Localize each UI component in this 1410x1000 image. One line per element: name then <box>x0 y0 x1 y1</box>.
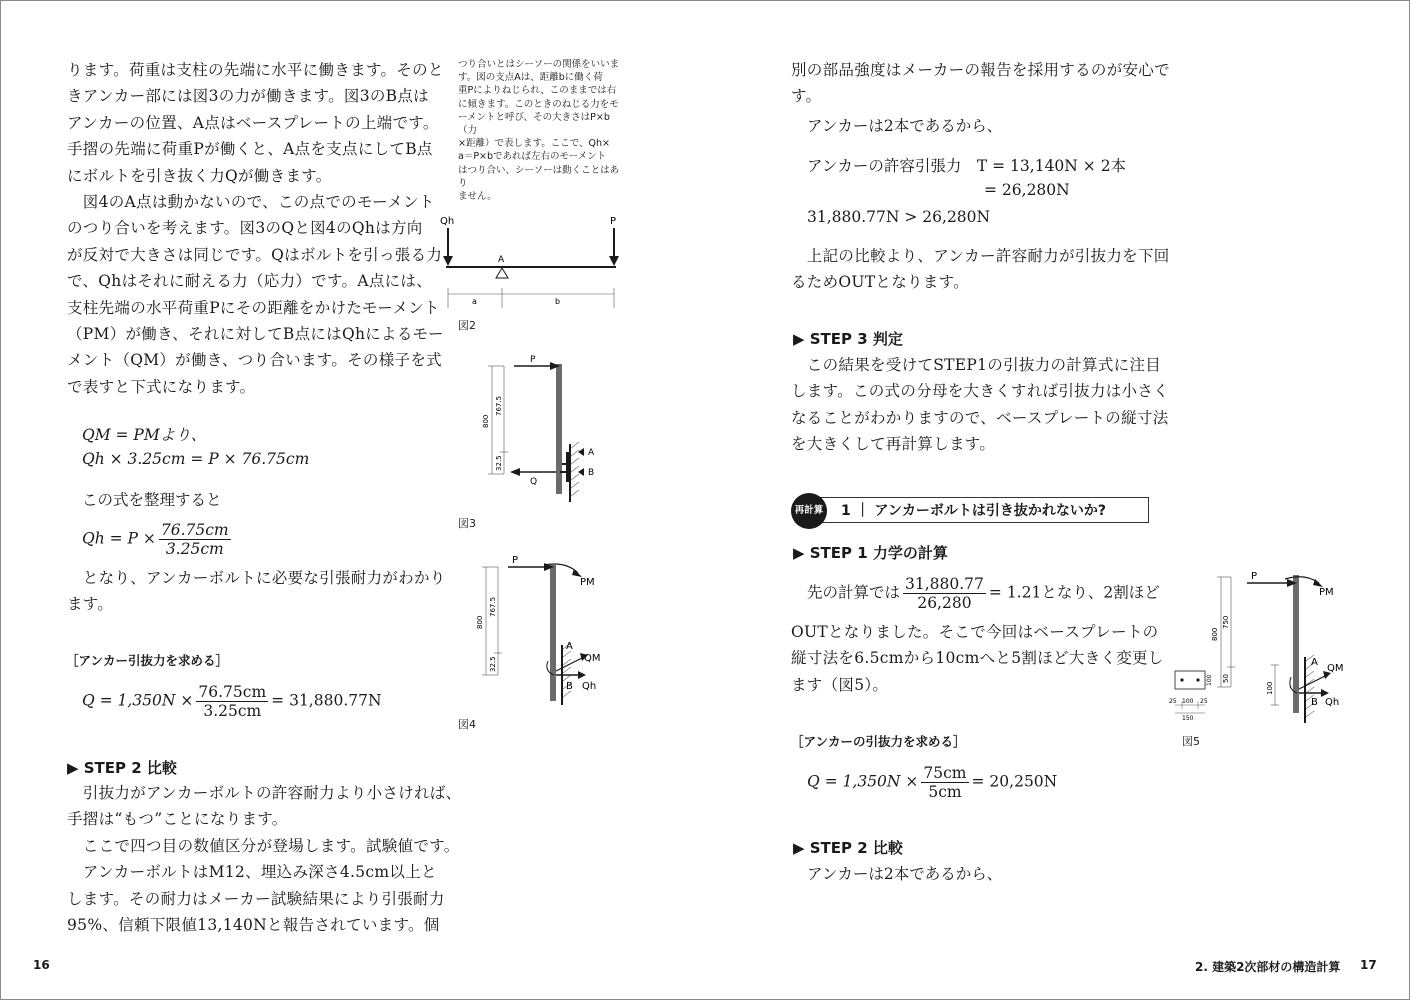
ratio-prefix: 先の計算では <box>807 583 901 602</box>
recalc-badge: 再計算 <box>791 493 827 529</box>
step3-heading: ▶ STEP 3 判定 <box>793 330 903 348</box>
page-number-left: 16 <box>33 958 50 972</box>
comparison-conclusion: 上記の比較より、アンカー許容耐力が引抜力を下回 るためOUTとなります。 <box>791 247 1170 292</box>
label-qh: Qh <box>582 681 597 692</box>
label-plate-100b: 100 <box>1182 698 1194 705</box>
qh-arrow-head <box>443 256 453 266</box>
bolt-hole <box>1180 678 1183 681</box>
step2-body-left: 引抜力がアンカーボルトの許容耐力より小さければ、 手摺は“もつ”ことになります。 ここで四つ目の数値区分が登場します。試験値です。 アンカーボルトはM12、埋込み深さ4.5cm以上と します。その耐力はメーカー試験結果により引張耐力 95%、信頼下限値13,140Nと報告されています。個 <box>67 784 462 935</box>
post-column <box>556 364 562 494</box>
label-dim-b: b <box>555 297 561 306</box>
label-p: P <box>512 555 519 566</box>
pm-arrow-head <box>572 569 582 577</box>
equation-arrange-text: この式を整理すると <box>82 491 222 509</box>
step2-body-right: アンカーは2本であるから、 <box>807 865 1003 883</box>
equation-qh: Qh × 3.25cm = P × 76.75cm <box>82 450 310 468</box>
fraction-denominator: 3.25cm <box>165 540 224 558</box>
label-dim-800: 800 <box>476 615 484 629</box>
label-dim-a: a <box>472 297 477 306</box>
label-plate-25a: 25 <box>1169 698 1177 705</box>
label-dim-767: 767.5 <box>495 395 503 416</box>
equation-rhs: = 31,880.77N <box>271 691 382 710</box>
post-column <box>550 565 556 701</box>
two-anchors-text: アンカーは2本であるから、 <box>807 117 1003 135</box>
fraction-numerator: 75cm <box>923 764 967 782</box>
fraction-denominator: 26,280 <box>917 594 972 612</box>
step2-heading-left: ▶ STEP 2 比較 <box>67 759 177 777</box>
step2-heading-right: ▶ STEP 2 比較 <box>793 839 903 857</box>
section-anchor-pullout: ［アンカー引抜力を求める］ <box>66 653 229 668</box>
qm-arrow-shaft <box>556 657 584 671</box>
step1-heading: ▶ STEP 1 力学の計算 <box>793 544 948 562</box>
point-b-marker <box>578 468 584 476</box>
label-dim-750: 750 <box>1222 615 1230 629</box>
step1-body: OUTとなりました。そこで今回はベースプレートの 縦寸法を6.5cmから10cmへと5割ほど大きく変更し ます（図5）。 <box>791 623 1164 694</box>
figure-2-caption: 図2 <box>458 319 476 332</box>
fraction-denominator: 3.25cm <box>203 702 262 720</box>
fraction-numerator: 76.75cm <box>160 521 229 539</box>
label-b: B <box>588 468 595 478</box>
label-dim-32: 32.5 <box>489 656 497 672</box>
equation-lhs: Q = 1,350N × <box>807 772 919 791</box>
allowable-tension-line2: = 26,280N <box>984 181 1070 199</box>
label-plate-100: 100 <box>1206 674 1213 686</box>
label-dim-32: 32.5 <box>495 455 503 471</box>
comparison-result: 31,880.77N > 26,280N <box>807 208 991 226</box>
label-dim-800: 800 <box>1211 627 1219 641</box>
figure-3-caption: 図3 <box>458 517 476 530</box>
label-a: A <box>498 255 505 265</box>
label-dim-767: 767.5 <box>489 596 497 617</box>
bolt-hole <box>1196 678 1199 681</box>
label-q: Q <box>530 477 538 487</box>
label-a: A <box>588 448 595 458</box>
right-intro: 別の部品強度はメーカーの報告を採用するのが安心で す。 <box>791 61 1170 106</box>
step3-body: この結果を受けてSTEP1の引抜力の計算式に注目 します。この式の分母を大きくすれば引抜力は小さく なることがわかりますので、ベースプレートの縦寸法 を大きくして再計算します。 <box>791 356 1169 454</box>
ratio-suffix: = 1.21となり、2割ほど <box>988 583 1160 602</box>
recalc-heading <box>791 497 1149 524</box>
figure-4-moment-balance <box>474 553 614 713</box>
side-note-seesaw: つり合いとはシーソーの関係をいいま す。図の支点Aは、距離bに働く荷 重Pによりねじられ、このままでは右 に傾きます。このときのねじる力をモ ーメントと呼び、その大きさはP×b（力 ×距離）で表します。ここで、Qh× a＝P×bであれば左右のモーメント はつり合い、シーソーは動くことはあり ません。 <box>458 59 620 203</box>
equation-lhs: Q = 1,350N × <box>82 691 194 710</box>
label-a: A <box>566 641 573 652</box>
label-qm: QM <box>584 653 601 664</box>
fraction-numerator: 76.75cm <box>198 683 267 701</box>
left-conclusion: となり、アンカーボルトに必要な引張耐力がわかり ます。 <box>67 569 446 614</box>
figure-5-recalc <box>1165 565 1365 730</box>
equation-qh-fraction <box>82 521 234 558</box>
allowable-tension-line1: アンカーの許容引張力 T = 13,140N × 2本 <box>807 157 1127 175</box>
label-p: P <box>530 355 536 365</box>
label-p: P <box>1251 571 1258 582</box>
fulcrum-triangle <box>496 268 508 278</box>
label-pm: PM <box>1319 587 1334 598</box>
figure-5-caption: 図5 <box>1182 735 1200 748</box>
q-arrow-head <box>510 468 520 476</box>
label-plate-25b: 25 <box>1200 698 1208 705</box>
label-plate-150: 150 <box>1182 715 1194 722</box>
label-qh: Qh <box>1325 697 1340 708</box>
figure-3-handrail-forces <box>474 352 604 512</box>
label-qm: QM <box>1327 663 1344 674</box>
label-qh: Qh <box>440 216 455 227</box>
ratio-calculation <box>807 575 1160 612</box>
equation-q-recalc <box>807 764 1057 801</box>
equation-q-value <box>82 683 382 720</box>
qh-arrow-head <box>578 671 586 679</box>
figure-2-seesaw <box>438 210 628 315</box>
left-paragraph-2: 図4のA点は動かないので、この点でのモーメント のつり合いを考えます。図3のQと図4のQhは方向 が反対で大きさは同じです。Qはボルトを引っ張る力 で、Qhはそれに耐える力（応力）です。A点には、 支柱先端の水平荷重Pにその距離をかけたモーメント （PM）が働き、それに対してB点にはQhによるモー メント（QM）が働き、つり合います。その様子を式 で表すと下式になります。 <box>67 193 444 396</box>
label-b: B <box>566 681 573 692</box>
section-anchor-pullout-right: ［アンカーの引抜力を求める］ <box>791 734 966 749</box>
p-arrow-head <box>609 256 619 266</box>
equation-rhs: = 20,250N <box>971 772 1058 791</box>
equation-lhs: Qh = P × <box>82 529 156 548</box>
point-a-marker <box>578 448 584 456</box>
page-number-right: 17 <box>1360 958 1377 972</box>
base-plate-detail <box>1175 671 1205 689</box>
left-paragraph-1: ります。荷重は支柱の先端に水平に働きます。そのと きアンカー部には図3の力が働きます。図3のB点は アンカーの位置、A点はベースプレートの上端です。 手摺の先端に荷重Pが働くと、A点を支点にしてB点 にボルトを引き抜く力Qが働きます。 <box>67 61 444 185</box>
wall-hatch <box>571 442 579 496</box>
equation-moment-balance: QM = PMより、 <box>82 426 207 444</box>
label-dim-800: 800 <box>482 414 490 428</box>
fraction-denominator: 5cm <box>928 783 962 801</box>
label-pm: PM <box>580 577 595 588</box>
chapter-title-footer: 2. 建築2次部材の構造計算 <box>1195 960 1341 974</box>
qh-arrow-head <box>1321 689 1329 697</box>
qm-arrow-shaft <box>1299 675 1327 689</box>
label-p: P <box>610 216 617 227</box>
label-dim-50: 50 <box>1222 674 1230 683</box>
label-b: B <box>1311 697 1318 708</box>
recalc-title: 1 ｜ アンカーボルトは引き抜かれないか? <box>841 503 1107 519</box>
label-dim-100: 100 <box>1266 681 1274 695</box>
figure-4-caption: 図4 <box>458 718 476 731</box>
fraction-numerator: 31,880.77 <box>905 575 984 593</box>
label-a: A <box>1311 657 1318 668</box>
